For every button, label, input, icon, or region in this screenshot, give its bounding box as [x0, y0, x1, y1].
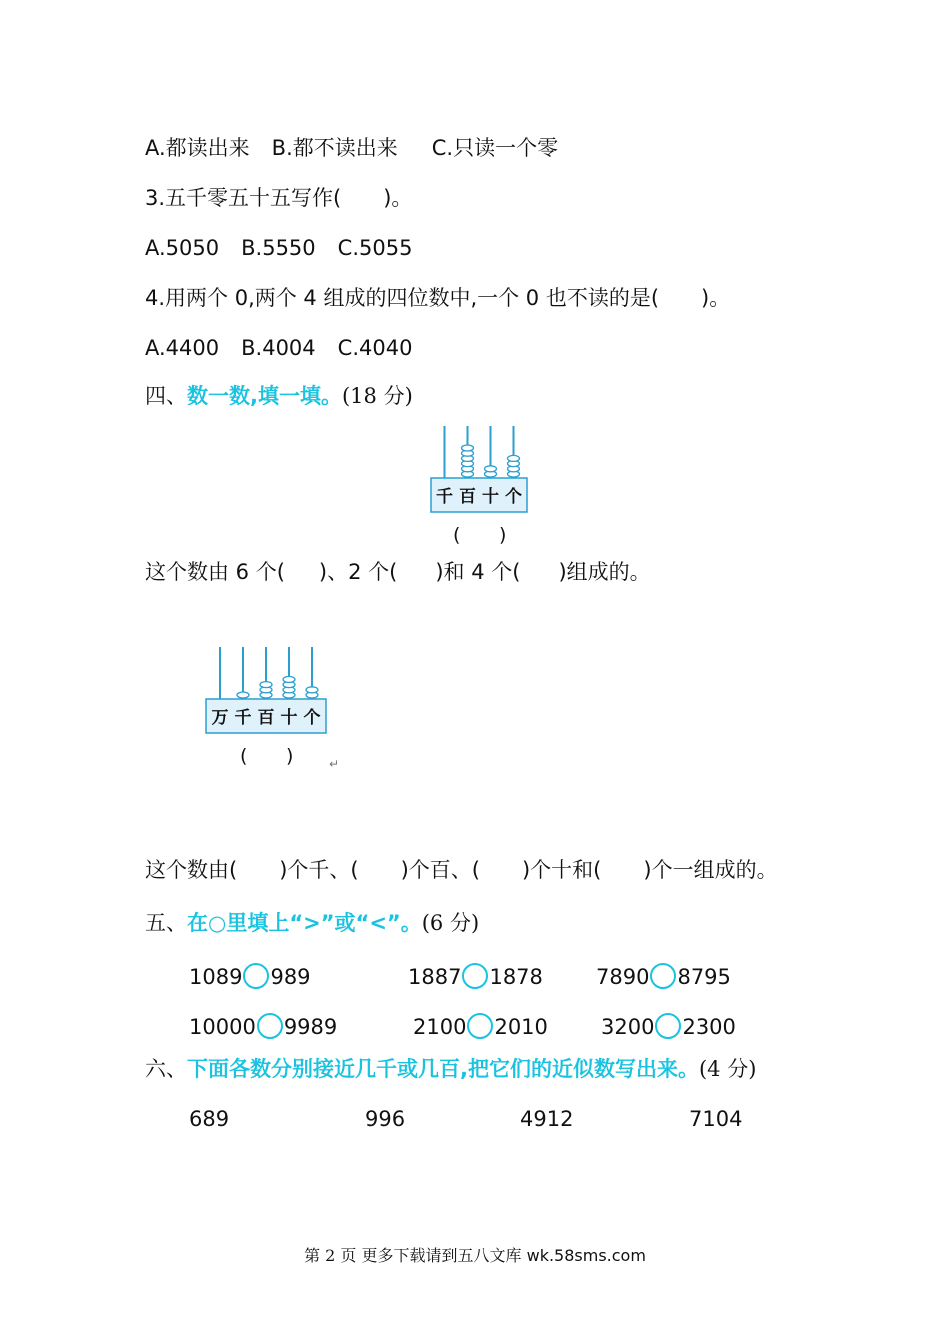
- compare-circle[interactable]: [462, 963, 488, 989]
- approx-number: 689: [189, 1107, 230, 1131]
- abacus-answer-close: ): [286, 745, 294, 767]
- abacus-bead: [306, 687, 318, 693]
- compare-circle[interactable]: [650, 963, 676, 989]
- sentence2-part3: )个百、(: [400, 858, 480, 882]
- comparison-right: 989: [270, 965, 311, 989]
- section4-heading: [145, 386, 413, 407]
- sentence1-part2: )、2 个(: [318, 560, 398, 584]
- comparison-5: [413, 1013, 548, 1039]
- q4-option-b: B.4004: [241, 336, 316, 360]
- q4-stem: [145, 288, 730, 309]
- q4-close: )。: [701, 286, 731, 310]
- comparison-left: 3200: [601, 1015, 655, 1039]
- q4-option-c: C.4040: [337, 336, 413, 360]
- abacus-place-label: 个: [505, 487, 522, 507]
- comparison-2: [408, 963, 543, 989]
- sentence-2: [145, 860, 778, 881]
- comparison-6: [601, 1013, 736, 1039]
- approx-number: 996: [365, 1107, 406, 1131]
- comparison-left: 2100: [413, 1015, 467, 1039]
- comparison-right: 8795: [677, 965, 731, 989]
- comparison-right: 1878: [489, 965, 543, 989]
- comparison-right: 9989: [283, 1015, 338, 1039]
- abacus-place-label: 十: [482, 487, 499, 507]
- abacus-bead: [237, 692, 249, 698]
- q3-close: )。: [383, 186, 413, 210]
- comparison-1: [189, 963, 311, 989]
- abacus-2: [205, 645, 345, 775]
- compare-circle[interactable]: [655, 1013, 681, 1039]
- sentence2-part5: )个一组成的。: [643, 858, 778, 882]
- section6-title: 下面各数分别接近几千或几百,把它们的近似数写出来。: [187, 1057, 699, 1081]
- q2-options: [145, 138, 558, 159]
- abacus-place-label: 百: [257, 708, 275, 728]
- page-footer: [0, 1243, 950, 1266]
- section5-score: (6 分): [421, 911, 480, 935]
- abacus-1: [430, 424, 530, 544]
- section5-heading: [145, 913, 479, 934]
- q3-option-c: C.5055: [337, 236, 413, 260]
- q2-option-c: C.只读一个零: [431, 136, 559, 160]
- abacus-answer-close: ): [499, 524, 507, 546]
- approx-number: 7104: [689, 1107, 743, 1131]
- q2-option-a: A.都读出来: [145, 136, 250, 160]
- abacus-bead: [260, 682, 272, 688]
- abacus-answer-open: (: [453, 524, 461, 546]
- section6-heading: [145, 1059, 756, 1080]
- section4-title: 数一数,填一填。: [187, 384, 342, 408]
- sentence-1: [145, 562, 651, 583]
- sentence1-part3: )和 4 个(: [435, 560, 521, 584]
- comparison-left: 10000: [189, 1015, 256, 1039]
- comparison-left: 1887: [408, 965, 462, 989]
- section4-prefix: 四、: [145, 384, 187, 408]
- comparison-right: 2300: [682, 1015, 736, 1039]
- comparison-3: [596, 963, 731, 989]
- section6-prefix: 六、: [145, 1057, 187, 1081]
- approx-number: 4912: [520, 1107, 574, 1131]
- sentence2-part4: )个十和(: [521, 858, 602, 882]
- sentence1-part1: 这个数由 6 个(: [145, 560, 285, 584]
- compare-circle[interactable]: [257, 1013, 283, 1039]
- q4-stem-text: 4.用两个 0,两个 4 组成的四位数中,一个 0 也不读的是(: [145, 286, 660, 310]
- q4-options: [145, 338, 412, 359]
- abacus-place-label: 千: [436, 487, 453, 507]
- comparison-left: 7890: [596, 965, 650, 989]
- q3-option-b: B.5550: [241, 236, 316, 260]
- abacus-bead: [283, 676, 295, 682]
- comparison-4: [189, 1013, 337, 1039]
- section5-title: 在○里填上“>”或“<”。: [187, 911, 422, 935]
- q3-options: [145, 238, 412, 259]
- abacus-place-label: 个: [303, 708, 321, 728]
- comparison-left: 1089: [189, 965, 243, 989]
- q3-stem: [145, 188, 412, 209]
- section4-score: (18 分): [341, 384, 413, 408]
- abacus-bead: [508, 455, 520, 461]
- abacus-bead: [462, 445, 474, 451]
- sentence1-part4: )组成的。: [558, 560, 651, 584]
- compare-circle[interactable]: [243, 963, 269, 989]
- section6-score: (4 分): [698, 1057, 757, 1081]
- compare-circle[interactable]: [467, 1013, 493, 1039]
- comparison-right: 2010: [494, 1015, 548, 1039]
- abacus-place-label: 百: [459, 487, 476, 507]
- section5-prefix: 五、: [145, 911, 187, 935]
- abacus-bead: [485, 466, 497, 472]
- abacus-answer-open: (: [240, 745, 248, 767]
- return-mark-icon: ↵: [329, 757, 340, 771]
- sentence2-part2: )个千、(: [279, 858, 359, 882]
- q3-stem-text: 3.五千零五十五写作(: [145, 186, 342, 210]
- abacus-place-label: 万: [211, 708, 229, 728]
- sentence2-part1: 这个数由(: [145, 858, 238, 882]
- abacus-place-label: 十: [280, 708, 298, 728]
- abacus-place-label: 千: [234, 708, 252, 728]
- q2-option-b: B.都不读出来: [271, 136, 398, 160]
- footer-text: 第 2 页 更多下载请到五八文库: [304, 1246, 527, 1265]
- q3-option-a: A.5050: [145, 236, 220, 260]
- q4-option-a: A.4400: [145, 336, 220, 360]
- footer-url[interactable]: wk.58sms.com: [526, 1246, 646, 1265]
